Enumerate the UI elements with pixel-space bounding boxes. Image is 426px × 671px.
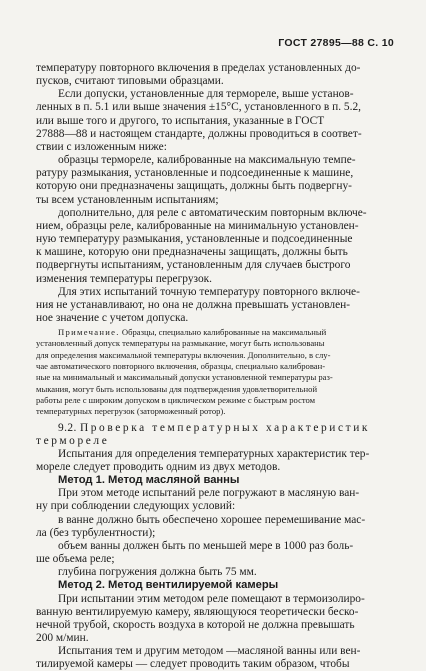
paragraph: При испытании этим методом реле помещают в термоизолиро- ванную вентилируемую камеру, являющуюся теоретически беско- нечной трубой, скорость воздуха в которой не должна превышать 200 м/мин.	[36, 592, 365, 644]
note: Примечание. Образцы, специально калиброванные на максимальный установленный допуск температуры на размыкание, могут быть использованы для определения максимальной температуры включения. Дополнительно, в слу- чае автоматического повторного включения, образцы, специально калиброван- ные на минимальный и максимальный допуски установленной температуры раз- мыкания, могут быть использованы для подтверждения удовлетворительной работы реле с широким допуском в циклическом режиме с быстрым ростом температурных перегрузок (заторможенный ротор).	[36, 327, 333, 417]
page-header: ГОСТ 27895—88 С. 10	[278, 37, 394, 49]
paragraph: Если допуски, установленные для термореле, выше установ- ленных в п. 5.1 или выше значения ±15°С, установленного в п. 5.2, или выше того и другого, то испытания, указанные в ГОСТ 27888—88 и настоящем стандарте, должны проводиться в соответ- ствии с изложенным ниже:	[36, 88, 362, 153]
paragraph: объем ванны должен быть по меньшей мере в 1000 раз боль- ше объема реле;	[36, 539, 354, 566]
paragraph: При этом методе испытаний реле погружают в масляную ван- ну при соблюдении следующих условий:	[36, 487, 360, 513]
paragraph: глубина погружения должна быть 75 мм.	[58, 566, 257, 579]
note-label: Примечание.	[58, 327, 120, 338]
method-heading: Метод 1. Метод масляной ванны	[58, 474, 240, 487]
paragraph: в ванне должно быть обеспечено хорошее перемешивание мас- ла (без турбулентности);	[36, 513, 366, 539]
paragraph: дополнительно, для реле с автоматическим повторным включе- нием, образцы реле, калиброванные на минимальную установлен- ную температуру размыкания, установленные и подсоединенные к машине, которую они предназначены защищать, должны быть подвергнуты испытаниям, установленным для случаев быстрого изменения температуры перегрузок.	[36, 206, 367, 285]
section-heading: 9.2. Проверка температурных характеристик	[58, 421, 371, 434]
paragraph: Для этих испытаний точную температуру повторного включе- ния не устанавливают, но она не должна превышать установлен- ное значение с учетом допуска.	[36, 285, 360, 324]
paragraph: температуру повторного включения в пределах установленных до- пусков, считают типовыми образцами.	[36, 62, 361, 88]
method-heading: Метод 2. Метод вентилируемой камеры	[58, 579, 279, 592]
section-heading-cont: термореле	[36, 434, 110, 447]
paragraph: Испытания тем и другим методом —масляной ванны или вен- тилируемой камеры — следует проводить таким образом, чтобы	[36, 645, 361, 671]
paragraph: Испытания для определения температурных характеристик тер- мореле следует проводить одним из двух методов.	[36, 447, 370, 473]
paragraph: образцы термореле, калиброванные на максимальную темпе- ратуру размыкания, установленные и подсоединенные к машине, которую они предназначены защищать, должны быть подвергну- ты всем установленным испытаниям;	[36, 154, 356, 206]
document-body	[36, 62, 396, 671]
